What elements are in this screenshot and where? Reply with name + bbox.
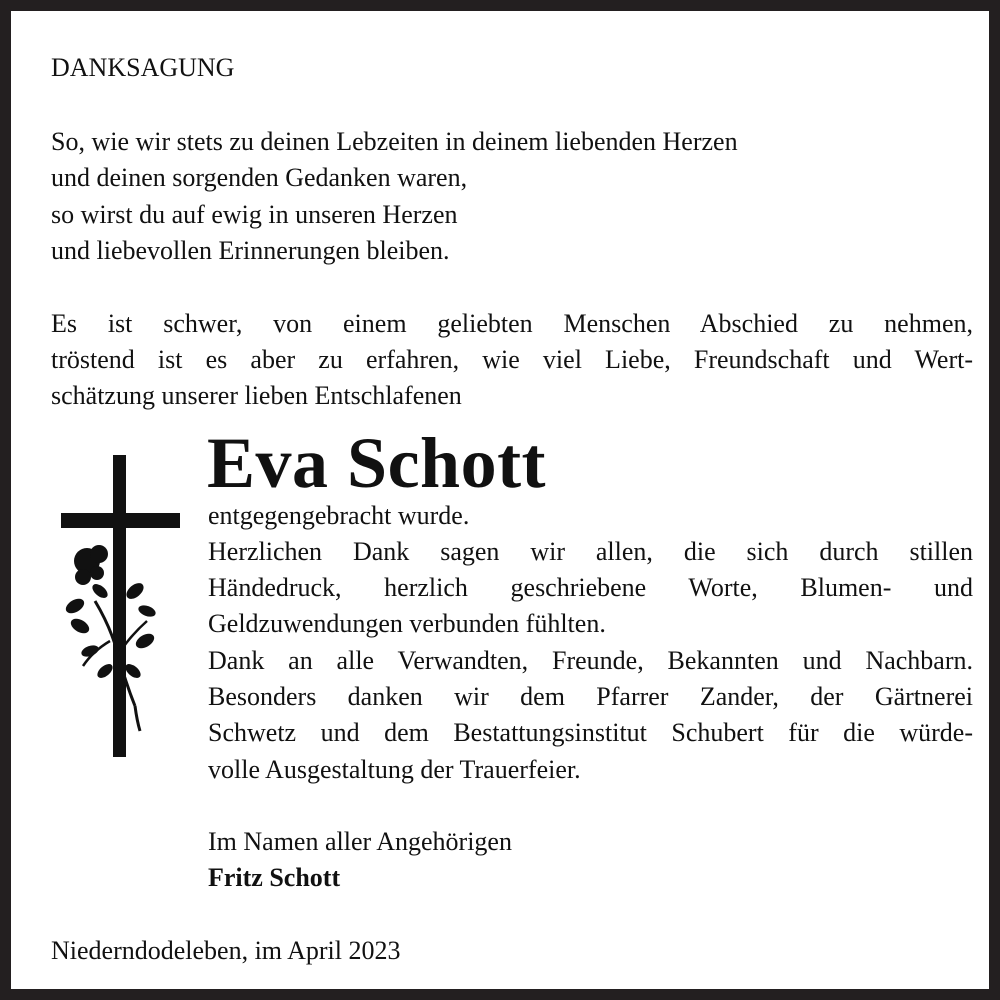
intro-line: schätzung unserer lieben Entschlafenen — [51, 381, 462, 410]
poem-line: und deinen sorgenden Gedanken waren, — [51, 163, 468, 192]
thanks-line: Besonders danken wir dem Pfarrer Zander, der Gärtnerei — [208, 682, 973, 711]
signature-intro: Im Namen aller Angehörigen — [208, 827, 512, 856]
poem-line: so wirst du auf ewig in unseren Herzen — [51, 200, 458, 229]
thanks-line: Herzlichen Dank sagen wir allen, die sich durch stillen — [208, 537, 973, 566]
thanks-line: Händedruck, herzlich geschriebene Worte, Blumen- und — [208, 573, 973, 602]
deceased-name: Eva Schott — [207, 423, 547, 503]
thanks-line: Schwetz und dem Bestattungsinstitut Schubert für die würde- — [208, 718, 973, 747]
signatory-name: Fritz Schott — [208, 863, 341, 892]
thanks-line: Geldzuwendungen verbunden fühlten. — [208, 609, 606, 638]
place-date: Niederndodeleben, im April 2023 — [51, 936, 401, 965]
intro-line: Es ist schwer, von einem geliebten Menschen Abschied zu nehmen, — [51, 309, 973, 338]
text-line: entgegengebracht wurde. — [208, 501, 470, 530]
poem-line: So, wie wir stets zu deinen Lebzeiten in deinem liebenden Herzen — [51, 127, 738, 156]
heading: DANKSAGUNG — [51, 53, 235, 82]
thanks-line: Dank an alle Verwandten, Freunde, Bekannten und Nachbarn. — [208, 646, 973, 675]
thanks-line: volle Ausgestaltung der Trauerfeier. — [208, 755, 581, 784]
intro-line: tröstend ist es aber zu erfahren, wie viel Liebe, Freundschaft und Wert- — [51, 345, 973, 374]
poem-line: und liebevollen Erinnerungen bleiben. — [51, 236, 450, 265]
cross-with-rose-icon — [55, 451, 185, 761]
